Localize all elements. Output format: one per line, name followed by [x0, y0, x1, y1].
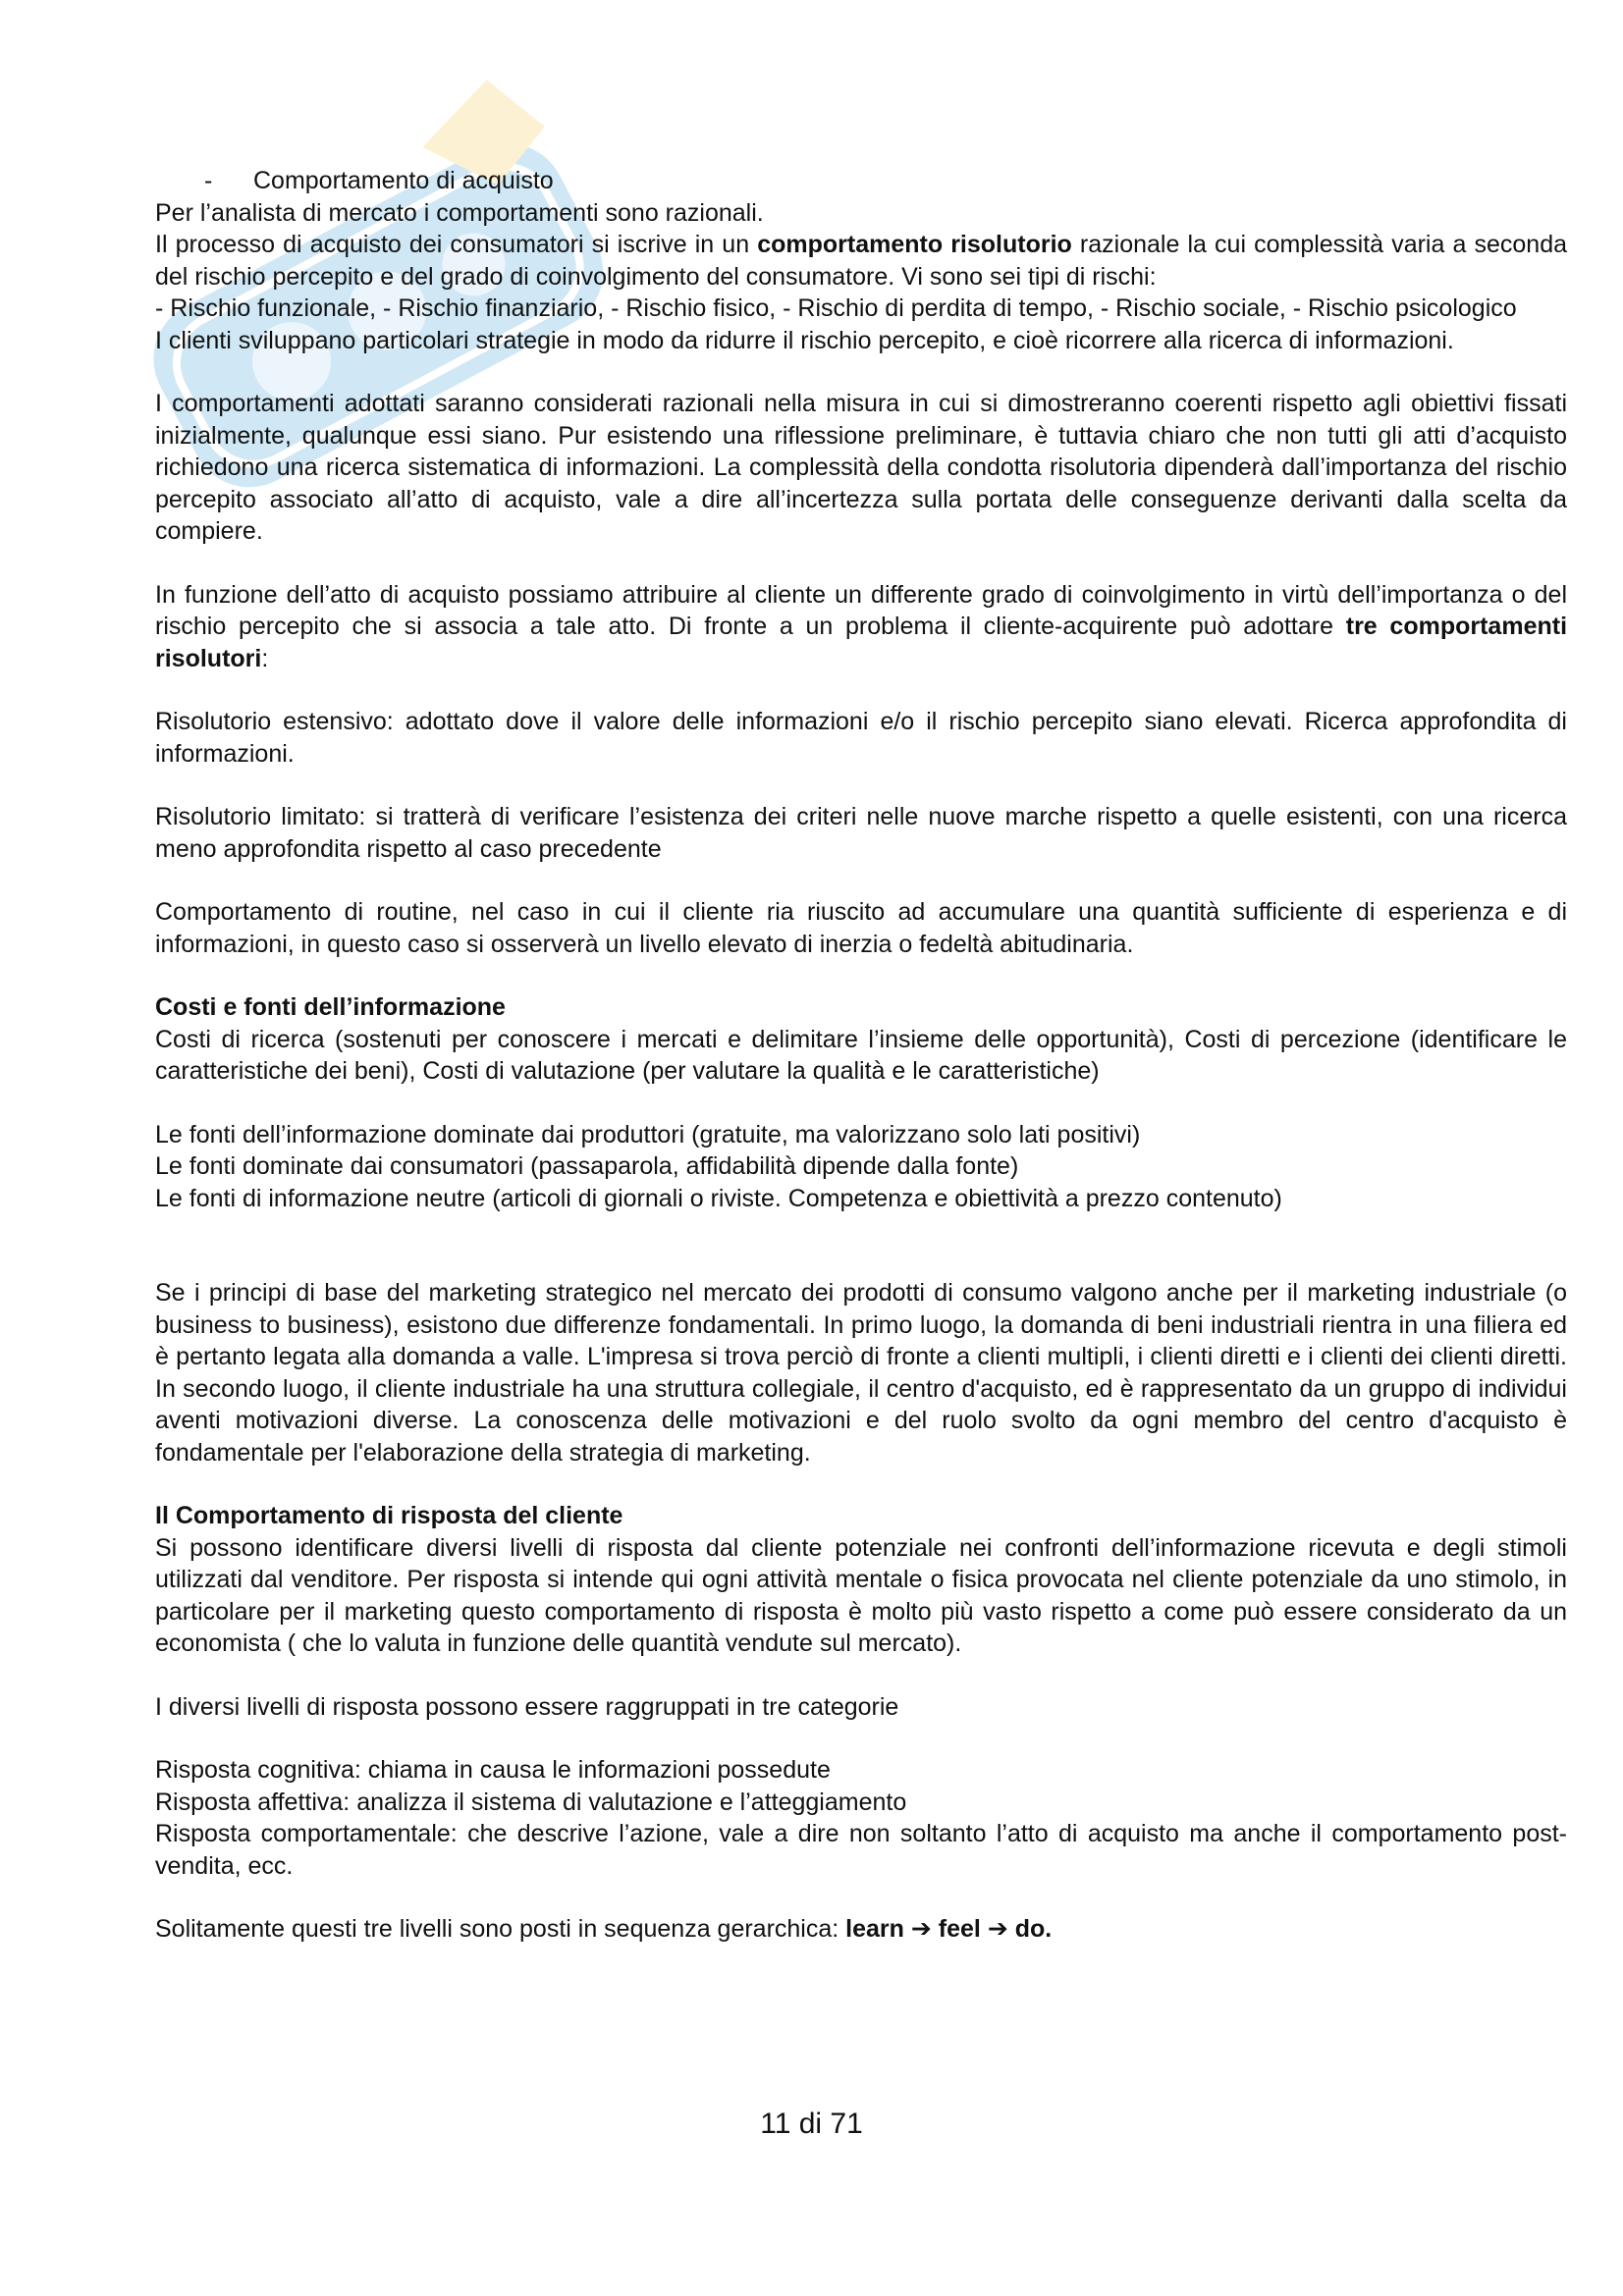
- paragraph-fonti-2: Le fonti dominate dai consumatori (passaparola, affidabilità dipende dalla fonte): [155, 1152, 1019, 1180]
- paragraph-rischi: - Rischio funzionale, - Rischio finanziario, - Rischio fisico, - Rischio di perdita di tempo, - Rischio sociale, - Rischio psicologico: [155, 294, 1517, 322]
- paragraph-intro: Per l’analista di mercato i comportamenti sono razionali.: [155, 198, 764, 227]
- paragraph-fonti-1: Le fonti dell’informazione dominate dai produttori (gratuite, ma valorizzano solo lati positivi): [155, 1120, 1141, 1148]
- page-number: 11 di 71: [760, 2108, 863, 2140]
- document-body: [155, 165, 1567, 1946]
- paragraph-strategie: I clienti sviluppano particolari strategie in modo da ridurre il rischio percepito, e cioè ricorrere alla ricerca di informazioni.: [155, 326, 1454, 354]
- paragraph-cognitiva: Risposta cognitiva: chiama in causa le informazioni possedute: [155, 1756, 831, 1784]
- arrow-icon: ➔: [910, 1915, 932, 1943]
- paragraph-sequenza: Solitamente questi tre livelli sono posti in sequenza gerarchica: learn ➔ feel ➔ do.: [155, 1915, 1053, 1943]
- heading-costi: Costi e fonti dell’informazione: [155, 993, 506, 1021]
- paragraph-estensivo: Risolutorio estensivo: adottato dove il valore delle informazioni e/o il rischio percepito siano elevati. Ricerca approfondita di informazioni.: [155, 708, 1567, 768]
- paragraph-limitato: Risolutorio limitato: si tratterà di verificare l’esistenza dei criteri nelle nuove marche rispetto a quelle esistenti, con una ricerca meno approfondita rispetto al caso precedente: [155, 803, 1567, 863]
- paragraph-costi: Costi di ricerca (sostenuti per conoscere i mercati e delimitare l’insieme delle opportunità), Costi di percezione (identificare le caratteristiche dei beni), Costi di valutazione (per valutare la qualità e le caratteristiche): [155, 1025, 1567, 1085]
- paragraph-livelli: I diversi livelli di risposta possono essere raggruppati in tre categorie: [155, 1692, 899, 1721]
- paragraph-comportamentale: Risposta comportamentale: che descrive l’azione, vale a dire non soltanto l’atto di acquisto ma anche il comportamento post-vendita, ecc.: [155, 1820, 1567, 1880]
- paragraph-routine: Comportamento di routine, nel caso in cui il cliente ria riuscito ad accumulare una quantità sufficiente di esperienza e di informazioni, in questo caso si osserverà un livello elevato di inerzia o fedeltà abitudinaria.: [155, 898, 1567, 958]
- paragraph-risposta: Si possono identificare diversi livelli di risposta dal cliente potenziale nei confronti dell’informazione ricevuta e degli stimoli utilizzati dal venditore. Per risposta si intende qui ogni attività mentale o fisica provocata nel cliente potenziale da uno stimolo, in particolare per il marketing questo comportamento di risposta è molto più vasto rispetto a come può essere considerato da un economista ( che lo valuta in funzione delle quantità vendute sul mercato).: [155, 1533, 1567, 1657]
- paragraph-industriale: Se i principi di base del marketing strategico nel mercato dei prodotti di consumo valgono anche per il marketing industriale (o business to business), esistono due differenze fondamentali. In primo luogo, la domanda di beni industriali rientra in una filiera ed è pertanto legata alla domanda a valle. L'impresa si trova perciò di fronte a clienti multipli, i clienti diretti e i clienti dei clienti diretti. In secondo luogo, il cliente industriale ha una struttura collegiale, il centro d'acquisto, ed è rappresentato da un gruppo di individui aventi motivazioni diverse. La conoscenza delle motivazioni e del ruolo svolto da ogni membro del centro d'acquisto è fondamentale per l'elaborazione della strategia di marketing.: [155, 1279, 1567, 1467]
- paragraph-risolutorio: Il processo di acquisto dei consumatori si iscrive in un comportamento risolutorio razionale la cui complessità varia a seconda del rischio percepito e del grado di coinvolgimento del consumatore. Vi sono sei tipi di rischi:: [155, 231, 1567, 291]
- heading-risposta: Il Comportamento di risposta del cliente: [155, 1502, 623, 1529]
- paragraph-affettiva: Risposta affettiva: analizza il sistema di valutazione e l’atteggiamento: [155, 1788, 907, 1816]
- paragraph-razionali: I comportamenti adottati saranno considerati razionali nella misura in cui si dimostreranno coerenti rispetto agli obiettivi fissati inizialmente, qualunque essi siano. Pur esistendo una riflessione preliminare, è tuttavia chiaro che non tutti gli atti d’acquisto richiedono una ricerca sistematica di informazioni. La complessità della condotta risolutoria dipenderà dall’importanza del rischio percepito associato all’atto di acquisto, vale a dire all’incertezza sulla portata delle conseguenze derivanti dalla scelta da compiere.: [155, 390, 1567, 545]
- bullet-item: - Comportamento di acquisto: [204, 167, 554, 194]
- paragraph-funzione: In funzione dell’atto di acquisto possiamo attribuire al cliente un differente grado di coinvolgimento in virtù dell’importanza o del rischio percepito che si associa a tale atto. Di fronte a un problema il cliente-acquirente può adottare tre comportamenti risolutori:: [155, 580, 1568, 672]
- arrow-icon: ➔: [987, 1915, 1008, 1943]
- paragraph-fonti-3: Le fonti di informazione neutre (articoli di giornali o riviste. Competenza e obiettività a prezzo contenuto): [155, 1184, 1282, 1212]
